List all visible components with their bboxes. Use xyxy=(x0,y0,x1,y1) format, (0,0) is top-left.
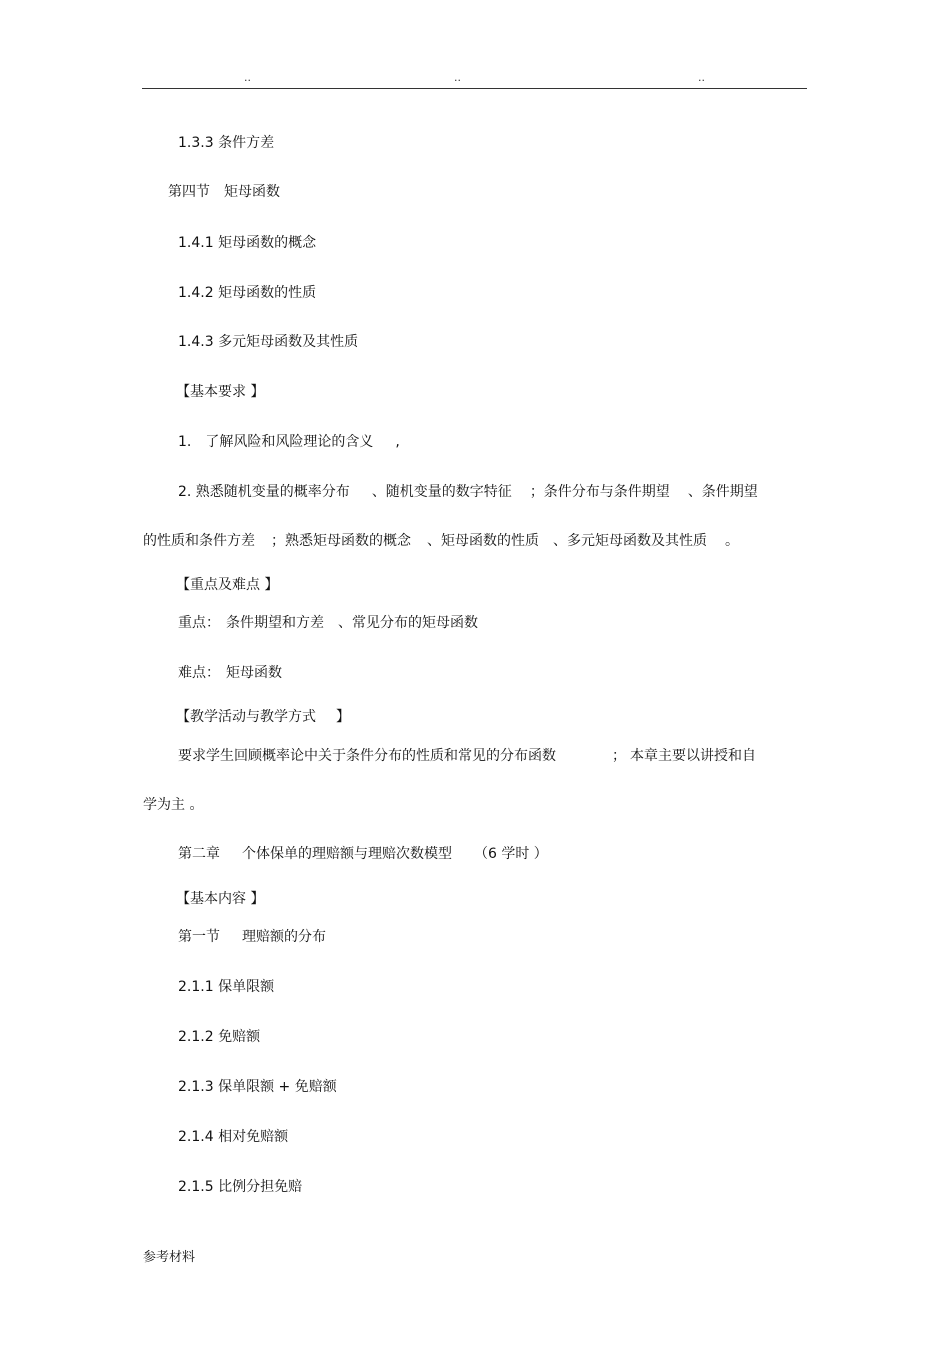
subsection-2-1-5: 2.1.5 比例分担免赔 xyxy=(178,1179,303,1195)
basic-content-heading: 【基本内容 】 xyxy=(176,891,265,907)
section-1-label: 第一节 xyxy=(178,929,220,945)
subsection-2-1-1: 2.1.1 保单限额 xyxy=(178,979,275,995)
key-points-heading: 【重点及难点 】 xyxy=(176,577,279,593)
key-points-text-b: 、常见分布的矩母函数 xyxy=(338,615,478,631)
subsection-1-4-3: 1.4.3 多元矩母函数及其性质 xyxy=(178,334,359,350)
teaching-activities-heading xyxy=(176,708,350,726)
teaching-text-c: 本章主要以讲授和自 xyxy=(630,748,756,764)
subsection-1-4-2: 1.4.2 矩母函数的性质 xyxy=(178,285,317,301)
header-mark-left: .. xyxy=(244,71,251,84)
section-4-heading xyxy=(168,183,280,201)
chapter-2-hours: （6 学时 ） xyxy=(474,846,548,862)
requirement-2-part-h: 、多元矩母函数及其性质 xyxy=(553,533,707,549)
teaching-text-b: ； xyxy=(612,748,626,764)
header-mark-right: .. xyxy=(698,71,705,84)
subsection-1-4-1: 1.4.1 矩母函数的概念 xyxy=(178,235,317,251)
requirement-2-part-a: 2. 熟悉随机变量的概率分布 xyxy=(178,484,350,500)
requirement-1-text: 了解风险和风险理论的含义 xyxy=(205,434,374,450)
subsection-2-1-3: 2.1.3 保单限额 + 免赔额 xyxy=(178,1079,337,1095)
header-rule xyxy=(142,88,807,89)
requirement-1-punct: , xyxy=(395,434,400,450)
requirement-2-part-c: ；条件分布与条件期望 xyxy=(529,484,670,500)
subsection-2-1-4: 2.1.4 相对免赔额 xyxy=(178,1129,289,1145)
difficulty-label: 难点： xyxy=(178,665,220,681)
chapter-2-label: 第二章 xyxy=(178,846,220,862)
chapter-2-heading xyxy=(178,845,548,863)
teaching-line-2: 学为主 。 xyxy=(143,797,204,813)
requirement-2-part-g: 、矩母函数的性质 xyxy=(427,533,539,549)
teaching-heading-close: 】 xyxy=(336,709,350,725)
requirement-2-part-i: 。 xyxy=(725,533,739,549)
difficulty-text: 矩母函数 xyxy=(226,665,282,681)
requirement-2-line-1 xyxy=(178,483,758,501)
subsection-2-1-2: 2.1.2 免赔额 xyxy=(178,1029,261,1045)
chapter-2-title: 个体保单的理赔额与理赔次数模型 xyxy=(242,846,452,862)
requirement-1 xyxy=(178,433,400,451)
requirement-2-part-b: 、随机变量的数字特征 xyxy=(371,484,512,500)
difficulty-line xyxy=(178,664,282,682)
requirement-2-line-2 xyxy=(143,532,739,550)
key-points-line xyxy=(178,614,478,632)
teaching-line-1 xyxy=(178,747,756,765)
subsection-1-3-3: 1.3.3 条件方差 xyxy=(178,135,275,151)
requirement-2-part-f: ；熟悉矩母函数的概念 xyxy=(271,533,411,549)
requirement-1-number: 1. xyxy=(178,434,192,450)
requirement-2-part-d: 、条件期望 xyxy=(687,484,758,500)
section-4-label: 第四节 xyxy=(168,184,210,200)
section-4-title: 矩母函数 xyxy=(224,184,280,200)
key-points-text-a: 条件期望和方差 xyxy=(226,615,324,631)
teaching-text-a: 要求学生回顾概率论中关于条件分布的性质和常见的分布函数 xyxy=(178,748,556,764)
section-1-heading xyxy=(178,928,326,946)
header-mark-center: .. xyxy=(454,71,461,84)
page-footer: 参考材料 xyxy=(143,1250,196,1265)
basic-requirements-heading: 【基本要求 】 xyxy=(176,384,265,400)
section-1-title: 理赔额的分布 xyxy=(242,929,326,945)
key-points-label: 重点： xyxy=(178,615,220,631)
requirement-2-part-e: 的性质和条件方差 xyxy=(143,533,255,549)
teaching-heading-text: 【教学活动与教学方式 xyxy=(176,709,316,725)
